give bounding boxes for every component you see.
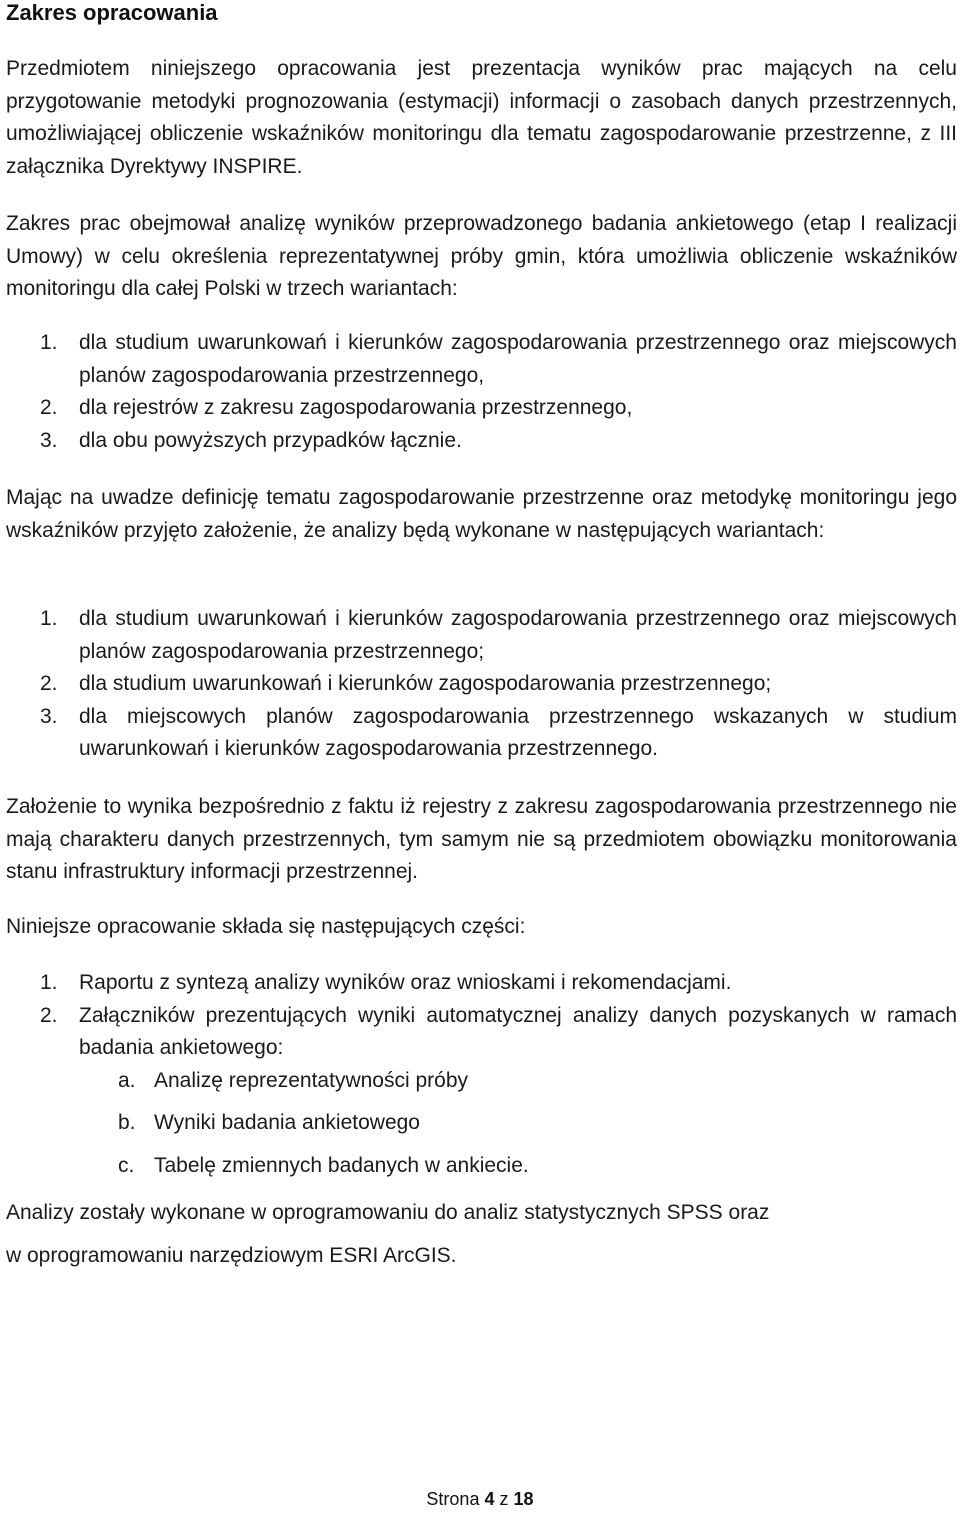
list-number: 3.: [40, 704, 58, 728]
list-number: 3.: [40, 428, 58, 452]
variants-list-2: [6, 603, 957, 766]
paragraph-justification: Założenie to wynika bezpośrednio z faktu iż rejestry z zakresu zagospodarowania przestrzennego nie mają charakteru danych przestrzennych, tym samym nie są przedmiotem obowiązku monitorowania stanu infrastruktury informacji przestrzennej.: [6, 795, 957, 883]
list-number: 1.: [40, 971, 58, 994]
list-number: 1.: [40, 607, 58, 630]
list-item: [6, 327, 957, 392]
list-item: [6, 425, 957, 458]
list-number: 2.: [40, 1003, 58, 1027]
sublist-item: [79, 1107, 957, 1140]
sublist-item-text: Tabelę zmiennych badanych w ankiecie.: [154, 1153, 529, 1177]
sublist-item-text: Analizę reprezentatywności próby: [154, 1068, 468, 1092]
sublist-item: [79, 1150, 957, 1183]
list-item-text: Załączników prezentujących wyniki automatycznej analizy danych pozyskanych w ramach badania ankietowego:: [79, 1003, 957, 1059]
list-item-text: dla studium uwarunkowań i kierunków zagospodarowania przestrzennego;: [79, 672, 772, 695]
paragraph-intro: Przedmiotem niniejszego opracowania jest prezentacja wyników prac mających na celu przygotowanie metodyki prognozowania (estymacji) informacji o zasobach danych przestrzennych, umożliwiającej obliczenie wskaźników monitoringu dla tematu zagospodarowanie przestrzenne, z III załącznika Dyrektywy INSPIRE.: [6, 57, 957, 178]
footer-page-number: 4: [484, 1489, 495, 1509]
variants-list-1: [6, 327, 957, 457]
section-title: Zakres opracowania: [6, 0, 218, 25]
list-item: [6, 967, 957, 1000]
list-item: [6, 701, 957, 766]
sublist-item: [79, 1065, 957, 1098]
list-item-text: dla miejscowych planów zagospodarowania przestrzennego wskazanych w studium uwarunkowań i kierunków zagospodarowania przestrzennego.: [79, 704, 957, 760]
sublist-letter: b.: [118, 1111, 136, 1134]
page-footer: [0, 1487, 960, 1511]
footer-page-prefix: Strona: [426, 1489, 480, 1509]
list-item: [6, 603, 957, 668]
parts-list: [6, 967, 957, 1182]
paragraph-software-line-1: Analizy zostały wykonane w oprogramowaniu do analiz statystycznych SPSS oraz: [6, 1201, 770, 1224]
list-item-text: Raportu z syntezą analizy wyników oraz wnioskami i rekomendacjami.: [79, 971, 732, 994]
footer-separator: z: [499, 1489, 509, 1509]
list-number: 1.: [40, 331, 58, 354]
sublist-letter: a.: [118, 1068, 136, 1092]
footer-page-total: 18: [513, 1489, 534, 1509]
list-item-text: dla studium uwarunkowań i kierunków zagospodarowania przestrzennego oraz miejscowych planów zagospodarowania przestrzennego;: [79, 607, 957, 663]
paragraph-parts-intro: Niniejsze opracowanie składa się następujących części:: [6, 915, 526, 938]
paragraph-assumption: Mając na uwadze definicję tematu zagospodarowanie przestrzenne oraz metodykę monitoringu jego wskaźników przyjęto założenie, że analizy będą wykonane w następujących wariantach:: [6, 486, 957, 542]
list-item: [6, 1000, 957, 1183]
list-item-text: dla rejestrów z zakresu zagospodarowania przestrzennego,: [79, 396, 633, 419]
appendix-sublist: [79, 1065, 957, 1183]
list-number: 2.: [40, 672, 58, 695]
list-number: 2.: [40, 396, 58, 419]
paragraph-software-line-2: w oprogramowaniu narzędziowym ESRI ArcGIS.: [6, 1244, 457, 1267]
paragraph-scope: Zakres prac obejmował analizę wyników przeprowadzonego badania ankietowego (etap I realizacji Umowy) w celu określenia reprezentatywnej próby gmin, która umożliwia obliczenie wskaźników monitoringu dla całej Polski w trzech wariantach:: [6, 212, 957, 300]
list-item: [6, 392, 957, 425]
list-item-text: dla studium uwarunkowań i kierunków zagospodarowania przestrzennego oraz miejscowych planów zagospodarowania przestrzennego,: [79, 331, 957, 387]
sublist-item-text: Wyniki badania ankietowego: [154, 1111, 420, 1134]
sublist-letter: c.: [118, 1153, 135, 1177]
list-item-text: dla obu powyższych przypadków łącznie.: [79, 428, 462, 452]
list-item: [6, 668, 957, 701]
